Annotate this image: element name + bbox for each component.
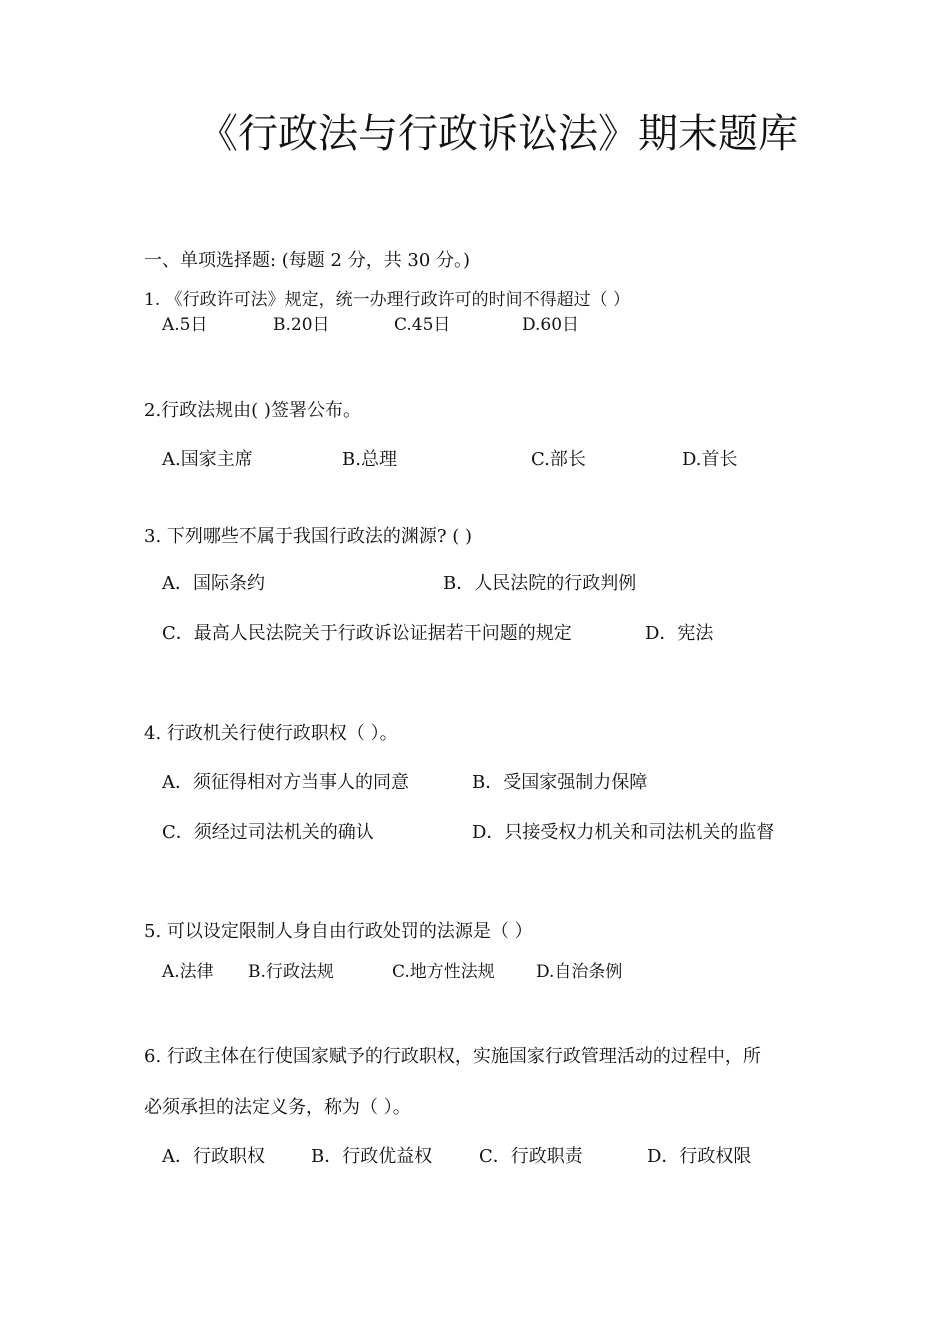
question-1-option-b: B.20日 bbox=[273, 315, 330, 335]
question-6-option-a: A．行政职权 bbox=[162, 1146, 265, 1167]
question-3-option-b: B．人民法院的行政判例 bbox=[443, 573, 637, 594]
question-3-stem: 3. 下列哪些不属于我国行政法的渊源? ( ) bbox=[144, 526, 473, 547]
question-1-option-d: D.60日 bbox=[522, 315, 580, 335]
section-heading: 一、单项选择题: (每题 2 分，共 30 分。) bbox=[144, 250, 471, 271]
question-3-option-c: C．最高人民法院关于行政诉讼证据若干问题的规定 bbox=[162, 623, 572, 644]
question-6-stem-line-2: 必须承担的法定义务，称为（ ）。 bbox=[144, 1097, 411, 1118]
question-5-stem: 5. 可以设定限制人身自由行政处罚的法源是（ ） bbox=[144, 921, 533, 942]
question-6-stem-line-1: 6. 行政主体在行使国家赋予的行政职权，实施国家行政管理活动的过程中，所 bbox=[144, 1046, 761, 1067]
question-6-option-c: C．行政职责 bbox=[479, 1146, 583, 1167]
question-5-option-c: C.地方性法规 bbox=[392, 962, 495, 982]
question-4-option-c: C．须经过司法机关的确认 bbox=[162, 822, 374, 843]
question-4-option-d: D．只接受权力机关和司法机关的监督 bbox=[472, 822, 775, 843]
question-5-option-d: D.自治条例 bbox=[536, 962, 623, 982]
question-5-option-b: B.行政法规 bbox=[248, 962, 334, 982]
question-1-option-c: C.45日 bbox=[394, 315, 451, 335]
question-5-option-a: A.法律 bbox=[162, 962, 214, 982]
question-3-option-d: D．宪法 bbox=[645, 623, 714, 644]
question-2-option-c: C.部长 bbox=[531, 449, 586, 470]
question-4-option-a: A．须征得相对方当事人的同意 bbox=[162, 772, 409, 793]
question-2-option-b: B.总理 bbox=[342, 449, 397, 470]
question-4-option-b: B．受国家强制力保障 bbox=[472, 772, 648, 793]
question-1-option-a: A.5日 bbox=[162, 315, 208, 335]
question-4-stem: 4. 行政机关行使行政职权（ ）。 bbox=[144, 723, 398, 744]
document-title: 《行政法与行政诉讼法》期末题库 bbox=[198, 111, 798, 157]
question-1-stem: 1. 《行政许可法》规定，统一办理行政许可的时间不得超过（ ） bbox=[144, 290, 631, 310]
question-2-stem: 2.行政法规由( )签署公布。 bbox=[144, 400, 361, 421]
question-2-option-d: D.首长 bbox=[682, 449, 738, 470]
question-6-option-b: B．行政优益权 bbox=[311, 1146, 433, 1167]
question-6-option-d: D．行政权限 bbox=[647, 1146, 752, 1167]
question-3-option-a: A．国际条约 bbox=[162, 573, 265, 594]
question-2-option-a: A.国家主席 bbox=[162, 449, 253, 470]
